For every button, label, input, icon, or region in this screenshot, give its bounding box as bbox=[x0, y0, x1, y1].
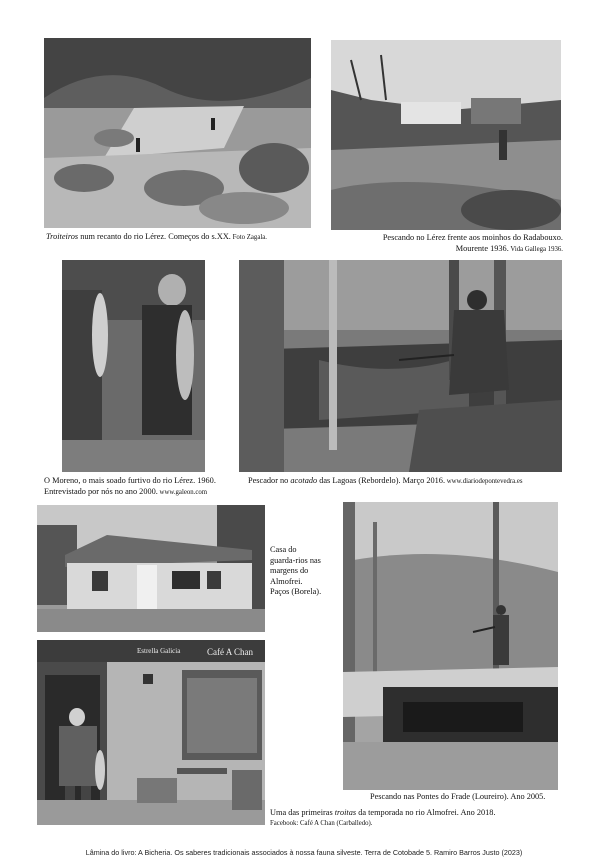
sign-estrella-galicia: Estrella Galicia bbox=[137, 647, 181, 655]
photo-guard-house bbox=[37, 505, 265, 632]
caption-pontes-do-frade: Pescando nas Pontes do Frade (Loureiro). Ano 2005. bbox=[370, 792, 546, 801]
caption-cafe-a-chan: Uma das primeiras troitas da temporada no rio Almofrei. Ano 2018. Facebook: Café A Chan (Carballedo). bbox=[270, 808, 496, 827]
photo-pontes-do-frade bbox=[343, 502, 558, 790]
page-footer: Lâmina do livro: A Bicheria. Os saberes tradicionais associados à nossa fauna silveste. Terra de Cotobade 5. Ramiro Barros Justo (2023) bbox=[85, 848, 523, 857]
caption-guard-house: Casa do guarda-rios nas margens do Almofrei. Paços (Borela). bbox=[270, 545, 322, 596]
photo-troiteiros bbox=[44, 38, 311, 228]
photo-lagoas bbox=[239, 260, 562, 472]
sign-cafe-a-chan: Café A Chan bbox=[207, 647, 253, 657]
caption-lagoas: Pescador no acotado das Lagoas (Rebordelo). Março 2016. www.diariodepontevedra.es bbox=[248, 476, 523, 485]
photo-moreno bbox=[62, 260, 205, 472]
caption-moreno: O Moreno, o mais soado furtivo do rio Lérez. 1960. Entrevistado por nós no ano 2000. www.galeon.com bbox=[44, 476, 216, 496]
photo-radabouxo bbox=[331, 40, 561, 230]
caption-troiteiros: Troiteiros num recanto do rio Lérez. Começos do s.XX. Foto Zagala. bbox=[46, 232, 267, 241]
photo-cafe-a-chan bbox=[37, 640, 265, 825]
caption-radabouxo: Pescando no Lérez frente aos moinhos do Radabouxo. Mourente 1936. Vida Gallega 1936. bbox=[382, 233, 563, 253]
